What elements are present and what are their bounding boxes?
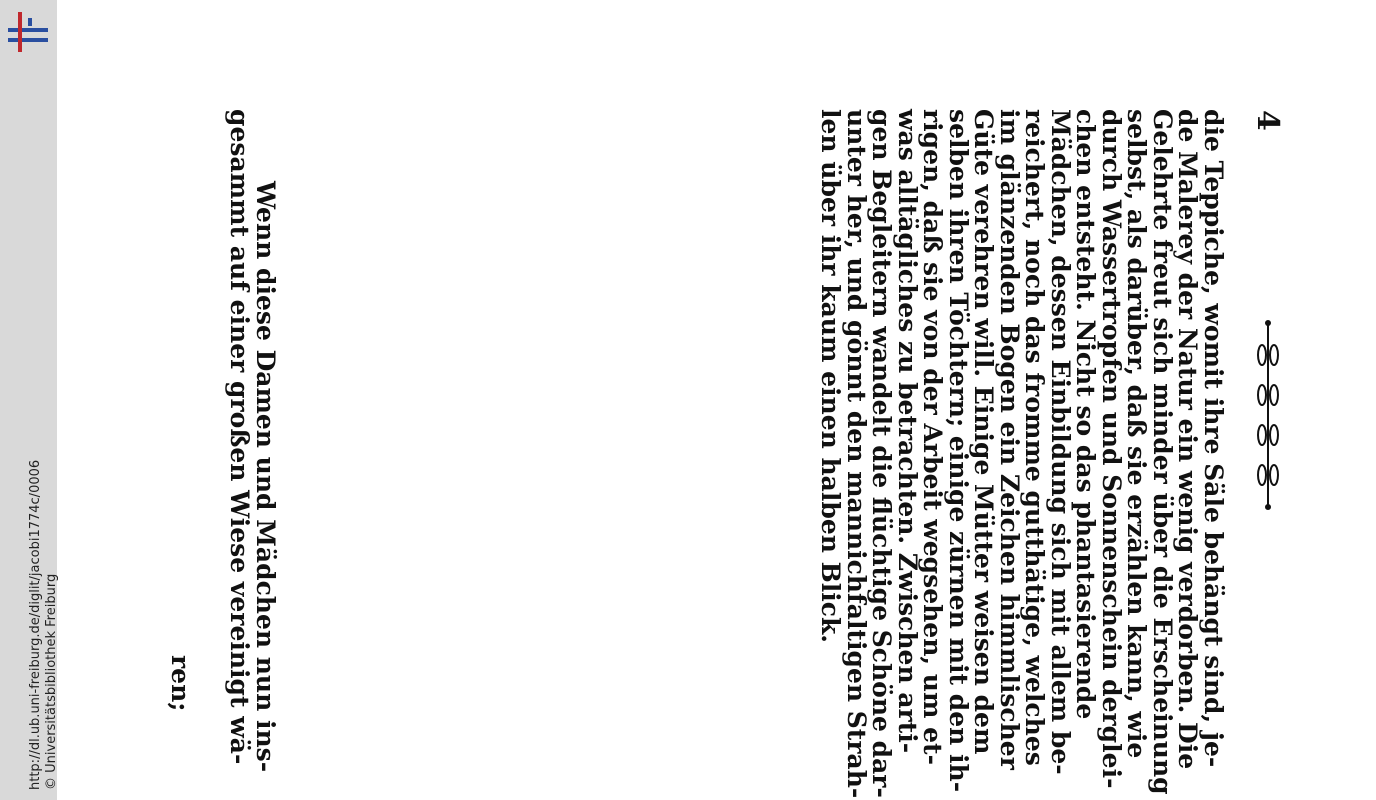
text-line: gen Begleitern wandelt die flüchtige Schöne dar-	[867, 109, 897, 798]
text-line: Wenn diese Damen und Mädchen nun ins-	[251, 181, 280, 773]
text-line: die Teppiche, womit ihre Säle behängt sind, je-	[1199, 109, 1228, 768]
sidebar-credit	[28, 460, 60, 790]
text-line: chen entsteht. Nicht so das phantasierende	[1071, 109, 1101, 720]
sidebar	[0, 0, 57, 800]
text-line: Mädchen, dessen Einbildung sich mit allem be-	[1046, 109, 1075, 775]
text-line: selben ihren Töchtern; einige zürnen mit den ih-	[944, 109, 973, 793]
text-line: Güte verehren will. Einige Mütter weisen dem	[969, 109, 999, 755]
paragraph-main	[816, 109, 1228, 799]
source-url[interactable]: http://dl.ub.uni-freiburg.de/diglit/jacobi1774c/0006	[28, 459, 43, 790]
scanned-page	[160, 95, 1290, 799]
text-line: durch Wassertropfen und Sonnenschein derglei-	[1097, 109, 1126, 789]
text-line: im glänzenden Bogen ein Zeichen himmlischer	[995, 109, 1024, 770]
page-number: 4	[1250, 110, 1285, 131]
text-line: reichert, noch das fromme gutthätige, welches	[1020, 109, 1050, 766]
library-logo	[4, 8, 48, 52]
text-line: Gelehrte freut sich minder über die Erscheinung	[1148, 109, 1177, 795]
text-line: gesammt auf einer großen Wiese vereinigt wä-	[225, 109, 255, 765]
vignette-ornament-icon	[1250, 315, 1290, 515]
text-line: unter her, und gönnt den mannichfaltigen Strah-	[842, 109, 871, 799]
copyright-notice: © Universitätsbibliothek Freiburg	[44, 573, 59, 790]
text-line: rigen, daß sie von der Arbeit wegsehen, um et-	[918, 109, 948, 765]
paragraph-second	[225, 109, 280, 773]
text-line: len über ihr kaum einen halben Blick.	[816, 109, 846, 643]
text-line: was alltägliches zu betrachten. Zwischen arti-	[893, 109, 922, 754]
catchword: ren;	[166, 655, 195, 712]
text-line: de Malerey der Natur ein wenig verdorben. Die	[1173, 109, 1203, 770]
text-line: selbst, als darüber, daß sie erzählen kann, wie	[1122, 109, 1152, 759]
